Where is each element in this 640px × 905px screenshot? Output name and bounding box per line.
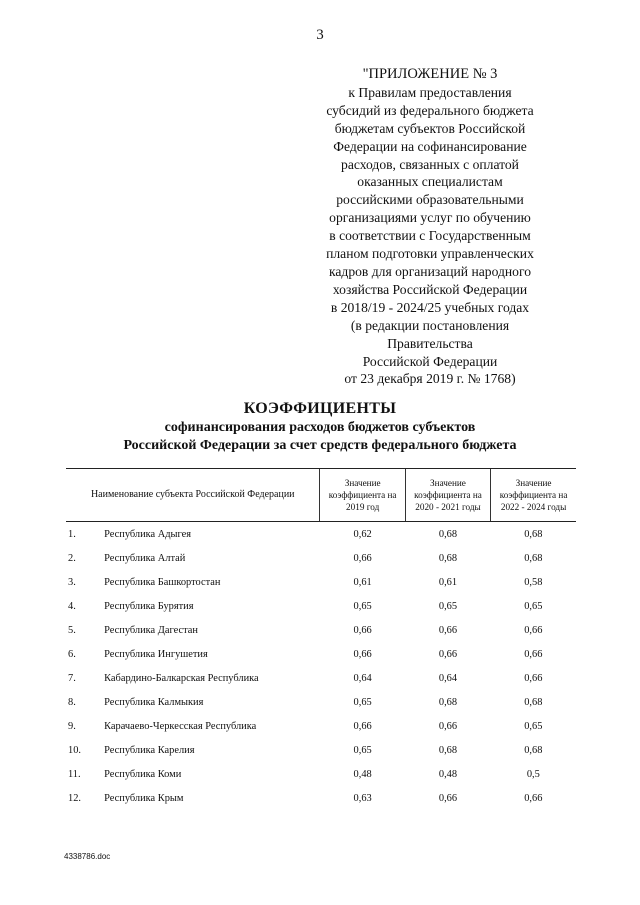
annex-line: (в редакции постановления [350,317,510,333]
subject-name: Республика Дагестан [104,624,198,636]
row-number: 12. [68,792,81,804]
coef-2022-2024: 0,68 [524,696,543,708]
coef-2020-2021: 0,65 [438,600,458,612]
coef-2019: 0,64 [353,672,372,684]
row-number: 1. [68,528,76,540]
coef-2019: 0,61 [353,576,372,588]
table-row [66,738,576,762]
coef-2022-2024: 0,5 [526,768,540,780]
coef-2020-2021: 0,68 [438,696,458,708]
coef-2022-2024: 0,58 [524,576,543,588]
annex-line: планом подготовки управленческих [326,246,534,262]
table-row [66,618,576,642]
table-row [66,666,576,690]
table-row [66,690,576,714]
annex-line: Федерации на софинансирование [333,138,527,154]
coef-2020-2021: 0,68 [438,552,458,564]
coef-2020-2021: 0,66 [438,720,458,732]
heading-title: КОЭФФИЦИЕНТЫ [243,400,397,417]
coef-2022-2024: 0,66 [524,648,543,660]
subject-name: Республика Коми [104,768,182,780]
annex-line: Российской Федерации [362,353,498,369]
coef-2019: 0,63 [353,792,372,804]
annex-line: от 23 декабря 2019 г. № 1768) [344,371,516,387]
coef-2020-2021: 0,61 [438,576,458,588]
table-row [66,642,576,666]
row-number: 10. [68,744,81,756]
coef-2019: 0,62 [353,528,372,540]
subject-name: Кабардино-Балкарская Республика [104,672,259,684]
row-number: 11. [68,768,81,780]
coef-2022-2024: 0,66 [524,792,543,804]
annex-line: в соответствии с Государственным [329,228,531,244]
table-row [66,570,576,594]
header-subject-name: Наименование субъекта Российской Федерации [66,469,320,522]
table-row [66,714,576,738]
table-row [66,762,576,786]
subject-name: Республика Ингушетия [104,648,208,660]
table-row [66,786,576,810]
coef-2019: 0,66 [353,552,372,564]
row-number: 2. [68,552,76,564]
annex-block [300,66,560,388]
coef-2022-2024: 0,68 [524,528,543,540]
heading-subtitle: Российской Федерации за счет средств федерального бюджета [123,438,517,453]
table-row [66,522,576,547]
table-row [66,546,576,570]
header-coef-2022-2024: Значение коэффициента на 2022 - 2024 годы [491,469,576,522]
subject-name: Республика Карелия [104,744,195,756]
subject-name: Республика Алтай [104,552,186,564]
page-number: 3 [316,27,324,43]
annex-line: организациями услуг по обучению [329,210,531,226]
annex-line: в 2018/19 - 2024/25 учебных годах [330,299,530,315]
annex-line: хозяйства Российской Федерации [332,281,528,297]
row-number: 6. [68,648,76,660]
coef-2022-2024: 0,66 [524,672,543,684]
coef-2019: 0,66 [353,648,372,660]
row-number: 3. [68,576,76,588]
heading-subtitle: софинансирования расходов бюджетов субъектов [164,420,476,435]
table-header-row [66,469,576,522]
coef-2019: 0,66 [353,624,372,636]
document-filename: 4338786.doc [64,852,111,861]
annex-line: Правительства [387,335,473,351]
table-row [66,594,576,618]
coef-2019: 0,65 [353,600,372,612]
row-number: 4. [68,600,76,612]
annex-title: "ПРИЛОЖЕНИЕ № 3 [362,66,498,82]
annex-line: бюджетам субъектов Российской [334,120,526,136]
coef-2020-2021: 0,66 [438,624,458,636]
annex-line: субсидий из федерального бюджета [326,102,534,118]
coef-2019: 0,65 [353,696,372,708]
coef-2020-2021: 0,66 [438,792,458,804]
coefficients-table [66,468,576,810]
coef-2022-2024: 0,65 [524,720,543,732]
document-heading [0,400,640,455]
annex-line: кадров для организаций народного [328,263,532,279]
coef-2020-2021: 0,66 [438,648,458,660]
coef-2022-2024: 0,66 [524,624,543,636]
coef-2019: 0,48 [353,768,372,780]
header-coef-2020-2021: Значение коэффициента на 2020 - 2021 годы [405,469,490,522]
annex-line: российскими образовательными [336,192,524,208]
subject-name: Республика Бурятия [104,600,194,612]
coef-2020-2021: 0,68 [438,528,458,540]
coef-2022-2024: 0,68 [524,552,543,564]
annex-line: к Правилам предоставления [348,84,512,100]
coef-2019: 0,65 [353,744,372,756]
subject-name: Карачаево-Черкесская Республика [104,720,257,732]
row-number: 5. [68,624,76,636]
coef-2019: 0,66 [353,720,372,732]
subject-name: Республика Крым [104,792,184,804]
coef-2022-2024: 0,68 [524,744,543,756]
subject-name: Республика Адыгея [104,528,192,540]
coef-2020-2021: 0,48 [438,768,458,780]
row-number: 8. [68,696,76,708]
annex-line: расходов, связанных с оплатой [341,156,519,172]
header-coef-2019: Значение коэффициента на 2019 год [320,469,405,522]
coef-2020-2021: 0,64 [438,672,458,684]
subject-name: Республика Башкортостан [104,576,221,588]
coef-2022-2024: 0,65 [524,600,543,612]
row-number: 9. [68,720,76,732]
coef-2020-2021: 0,68 [438,744,458,756]
subject-name: Республика Калмыкия [104,696,204,708]
row-number: 7. [68,672,76,684]
annex-line: оказанных специалистам [357,174,503,190]
